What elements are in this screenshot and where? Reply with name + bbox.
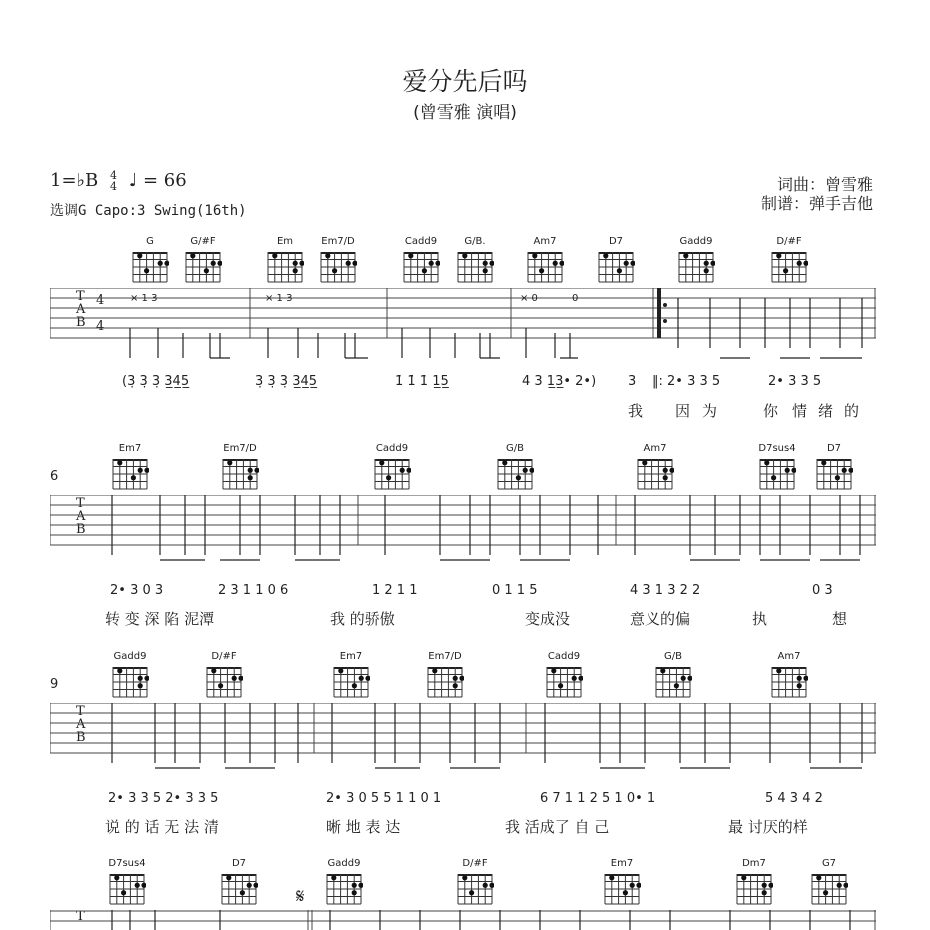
chord-grid <box>220 872 258 906</box>
segno-sign: 𝄋 <box>296 884 305 908</box>
chord-grid <box>131 250 169 284</box>
tab-lines <box>50 910 876 930</box>
chord-grid <box>319 250 357 284</box>
time-signature-tab: 4 4 <box>96 293 105 334</box>
svg-text:0: 0 <box>572 293 579 304</box>
svg-text:× 1 3: × 1 3 <box>265 293 293 304</box>
tab-lines <box>50 703 876 783</box>
chord-grid <box>770 665 808 699</box>
bar-number: 6 <box>50 469 59 484</box>
chord-grid <box>526 250 564 284</box>
tab-lines <box>50 495 876 575</box>
chord-name: D7sus4 <box>758 443 796 454</box>
capo-info: 选调G Capo:3 Swing(16th) <box>50 203 247 219</box>
lyric: 因 <box>675 402 691 420</box>
chord-name: Gadd9 <box>113 651 147 662</box>
chord-grid <box>815 457 853 491</box>
chord-grid <box>758 457 796 491</box>
chord-name: G/B <box>664 651 682 662</box>
chord-name: D/#F <box>462 858 488 869</box>
chord-name: Cadd9 <box>375 443 409 454</box>
jianpu-line: 0 3 <box>812 583 833 598</box>
chord-grid <box>332 665 370 699</box>
jianpu-line: 4 3 1̲3̲• 2•) <box>522 374 597 389</box>
chord-grid <box>456 872 494 906</box>
lyric: 的 <box>844 402 860 420</box>
chord-name: Em7/D <box>223 443 257 454</box>
tab-staff <box>50 495 876 575</box>
chord-name: Am7 <box>643 443 667 454</box>
chord-name: Em7/D <box>321 236 355 247</box>
chord-name: Cadd9 <box>547 651 581 662</box>
credit-arranger: 制谱：弹手吉他 <box>760 194 873 213</box>
chord-name: D7 <box>826 443 842 454</box>
tab-clef: T <box>76 909 85 924</box>
chord-grid <box>654 665 692 699</box>
jianpu-line: 1̇ 1̇ 1̇ 1̲5̲ <box>395 374 449 389</box>
chord-name: Em7 <box>339 651 363 662</box>
jianpu-line: 2• 3 3 5 2• 3 3 5 <box>108 791 219 806</box>
lyric: 变成没 <box>525 610 571 628</box>
chord-name: D/#F <box>211 651 237 662</box>
lyric: 说 的 话 无 法 清 <box>105 818 219 836</box>
jianpu-line: 3̣ 3̣ 3̣ 3̲4̲5̲ <box>255 374 318 389</box>
chord-grid <box>770 250 808 284</box>
tab-lines <box>50 288 876 368</box>
chord-grid <box>111 665 149 699</box>
chord-name: Em7 <box>118 443 142 454</box>
svg-text:× 0: × 0 <box>520 293 538 304</box>
jianpu-line: 5 4 3 4 2 <box>765 791 823 806</box>
tab-staff <box>50 910 876 930</box>
lyric: 转 变 深 陷 泥潭 <box>105 610 215 628</box>
lyric: 绪 <box>818 402 834 420</box>
lyric: 意义的偏 <box>630 610 691 628</box>
jianpu-line: 1 2 1 1 <box>372 583 418 598</box>
time-bottom: 4 <box>110 180 117 193</box>
chord-grid <box>496 457 534 491</box>
chord-name: Gadd9 <box>327 858 361 869</box>
lyric: 我 的骄傲 <box>330 610 395 628</box>
chord-grid <box>426 665 464 699</box>
key-signature: 1=♭B <box>50 170 99 191</box>
chord-name: G7 <box>821 858 837 869</box>
chord-grid <box>221 457 259 491</box>
chord-grid <box>810 872 848 906</box>
chord-grid <box>597 250 635 284</box>
chord-name: Cadd9 <box>404 236 438 247</box>
lyric: 执 <box>752 610 768 628</box>
jianpu-line: 4 3 1 3 2 2 <box>630 583 701 598</box>
chord-grid <box>184 250 222 284</box>
chord-grid <box>205 665 243 699</box>
chord-name: Dm7 <box>742 858 766 869</box>
lyric: 晰 地 表 达 <box>326 818 401 836</box>
chord-grid <box>636 457 674 491</box>
chord-name: Gadd9 <box>679 236 713 247</box>
chord-name: G/B <box>506 443 524 454</box>
jianpu-line: 2 3 1 1 0 6 <box>218 583 289 598</box>
tab-clef: T A B <box>76 289 86 330</box>
chord-grid <box>677 250 715 284</box>
jianpu-line: ‖: 2• 3 3 5 <box>652 374 721 389</box>
chord-name: Am7 <box>777 651 801 662</box>
chord-grid <box>735 872 773 906</box>
chord-name: Em7/D <box>428 651 462 662</box>
chord-name: G/#F <box>190 236 216 247</box>
tab-staff <box>50 288 876 368</box>
chord-grid <box>545 665 583 699</box>
chord-grid <box>111 457 149 491</box>
system-1 <box>0 236 930 426</box>
jianpu-line: 2• 3 0 3 <box>110 583 164 598</box>
chord-grid <box>456 250 494 284</box>
lyric: 为 <box>702 402 718 420</box>
credit-lyrics-music: 词曲：曾雪雅 <box>776 175 873 194</box>
lyric: 最 讨厌的样 <box>728 818 808 836</box>
chord-name: D7 <box>231 858 247 869</box>
chord-name: D7sus4 <box>108 858 146 869</box>
jianpu-line: 3 <box>628 374 637 389</box>
time-signature <box>110 170 117 192</box>
chord-grid <box>108 872 146 906</box>
chord-grid <box>373 457 411 491</box>
song-subtitle: (曾雪雅 演唱) <box>413 103 517 123</box>
jianpu-line: 6 7 1 1 2 5 1 0• 1 <box>540 791 656 806</box>
system-3 <box>0 651 930 841</box>
lyric: 你 <box>763 402 779 420</box>
tempo: ♩ = 66 <box>128 170 187 191</box>
time-top: 4 <box>110 169 117 182</box>
tab-clef: T A B <box>76 496 86 537</box>
lyric: 想 <box>832 610 848 628</box>
chord-name: Em7 <box>610 858 634 869</box>
chord-grid <box>402 250 440 284</box>
chord-grid <box>266 250 304 284</box>
lyric: 我 活成了 自 己 <box>505 818 610 836</box>
jianpu-line: (3̣ 3̣ 3̣ 3̲4̲5̲ <box>122 374 190 389</box>
svg-text:× 1 3: × 1 3 <box>130 293 158 304</box>
jianpu-line: 2• 3 3 5 <box>768 374 822 389</box>
jianpu-line: 2• 3 0 5 5 1 1 0 1 <box>326 791 442 806</box>
chord-name: D/#F <box>776 236 802 247</box>
bar-number: 9 <box>50 677 59 692</box>
chord-name: G/B. <box>464 236 486 247</box>
song-key <box>50 170 187 192</box>
tab-staff <box>50 703 876 783</box>
chord-grid <box>325 872 363 906</box>
chord-name: D7 <box>608 236 624 247</box>
chord-grid <box>603 872 641 906</box>
lyric: 情 <box>792 402 808 420</box>
chord-name: Em <box>276 236 294 247</box>
chord-name: G <box>146 236 154 247</box>
lyric: 我 <box>628 402 644 420</box>
system-4 <box>0 858 930 930</box>
song-title: 爱分先后吗 <box>402 67 528 96</box>
system-2 <box>0 443 930 633</box>
chord-name: Am7 <box>533 236 557 247</box>
jianpu-line: 0 1 1 5 <box>492 583 538 598</box>
tab-clef: T A B <box>76 704 86 745</box>
